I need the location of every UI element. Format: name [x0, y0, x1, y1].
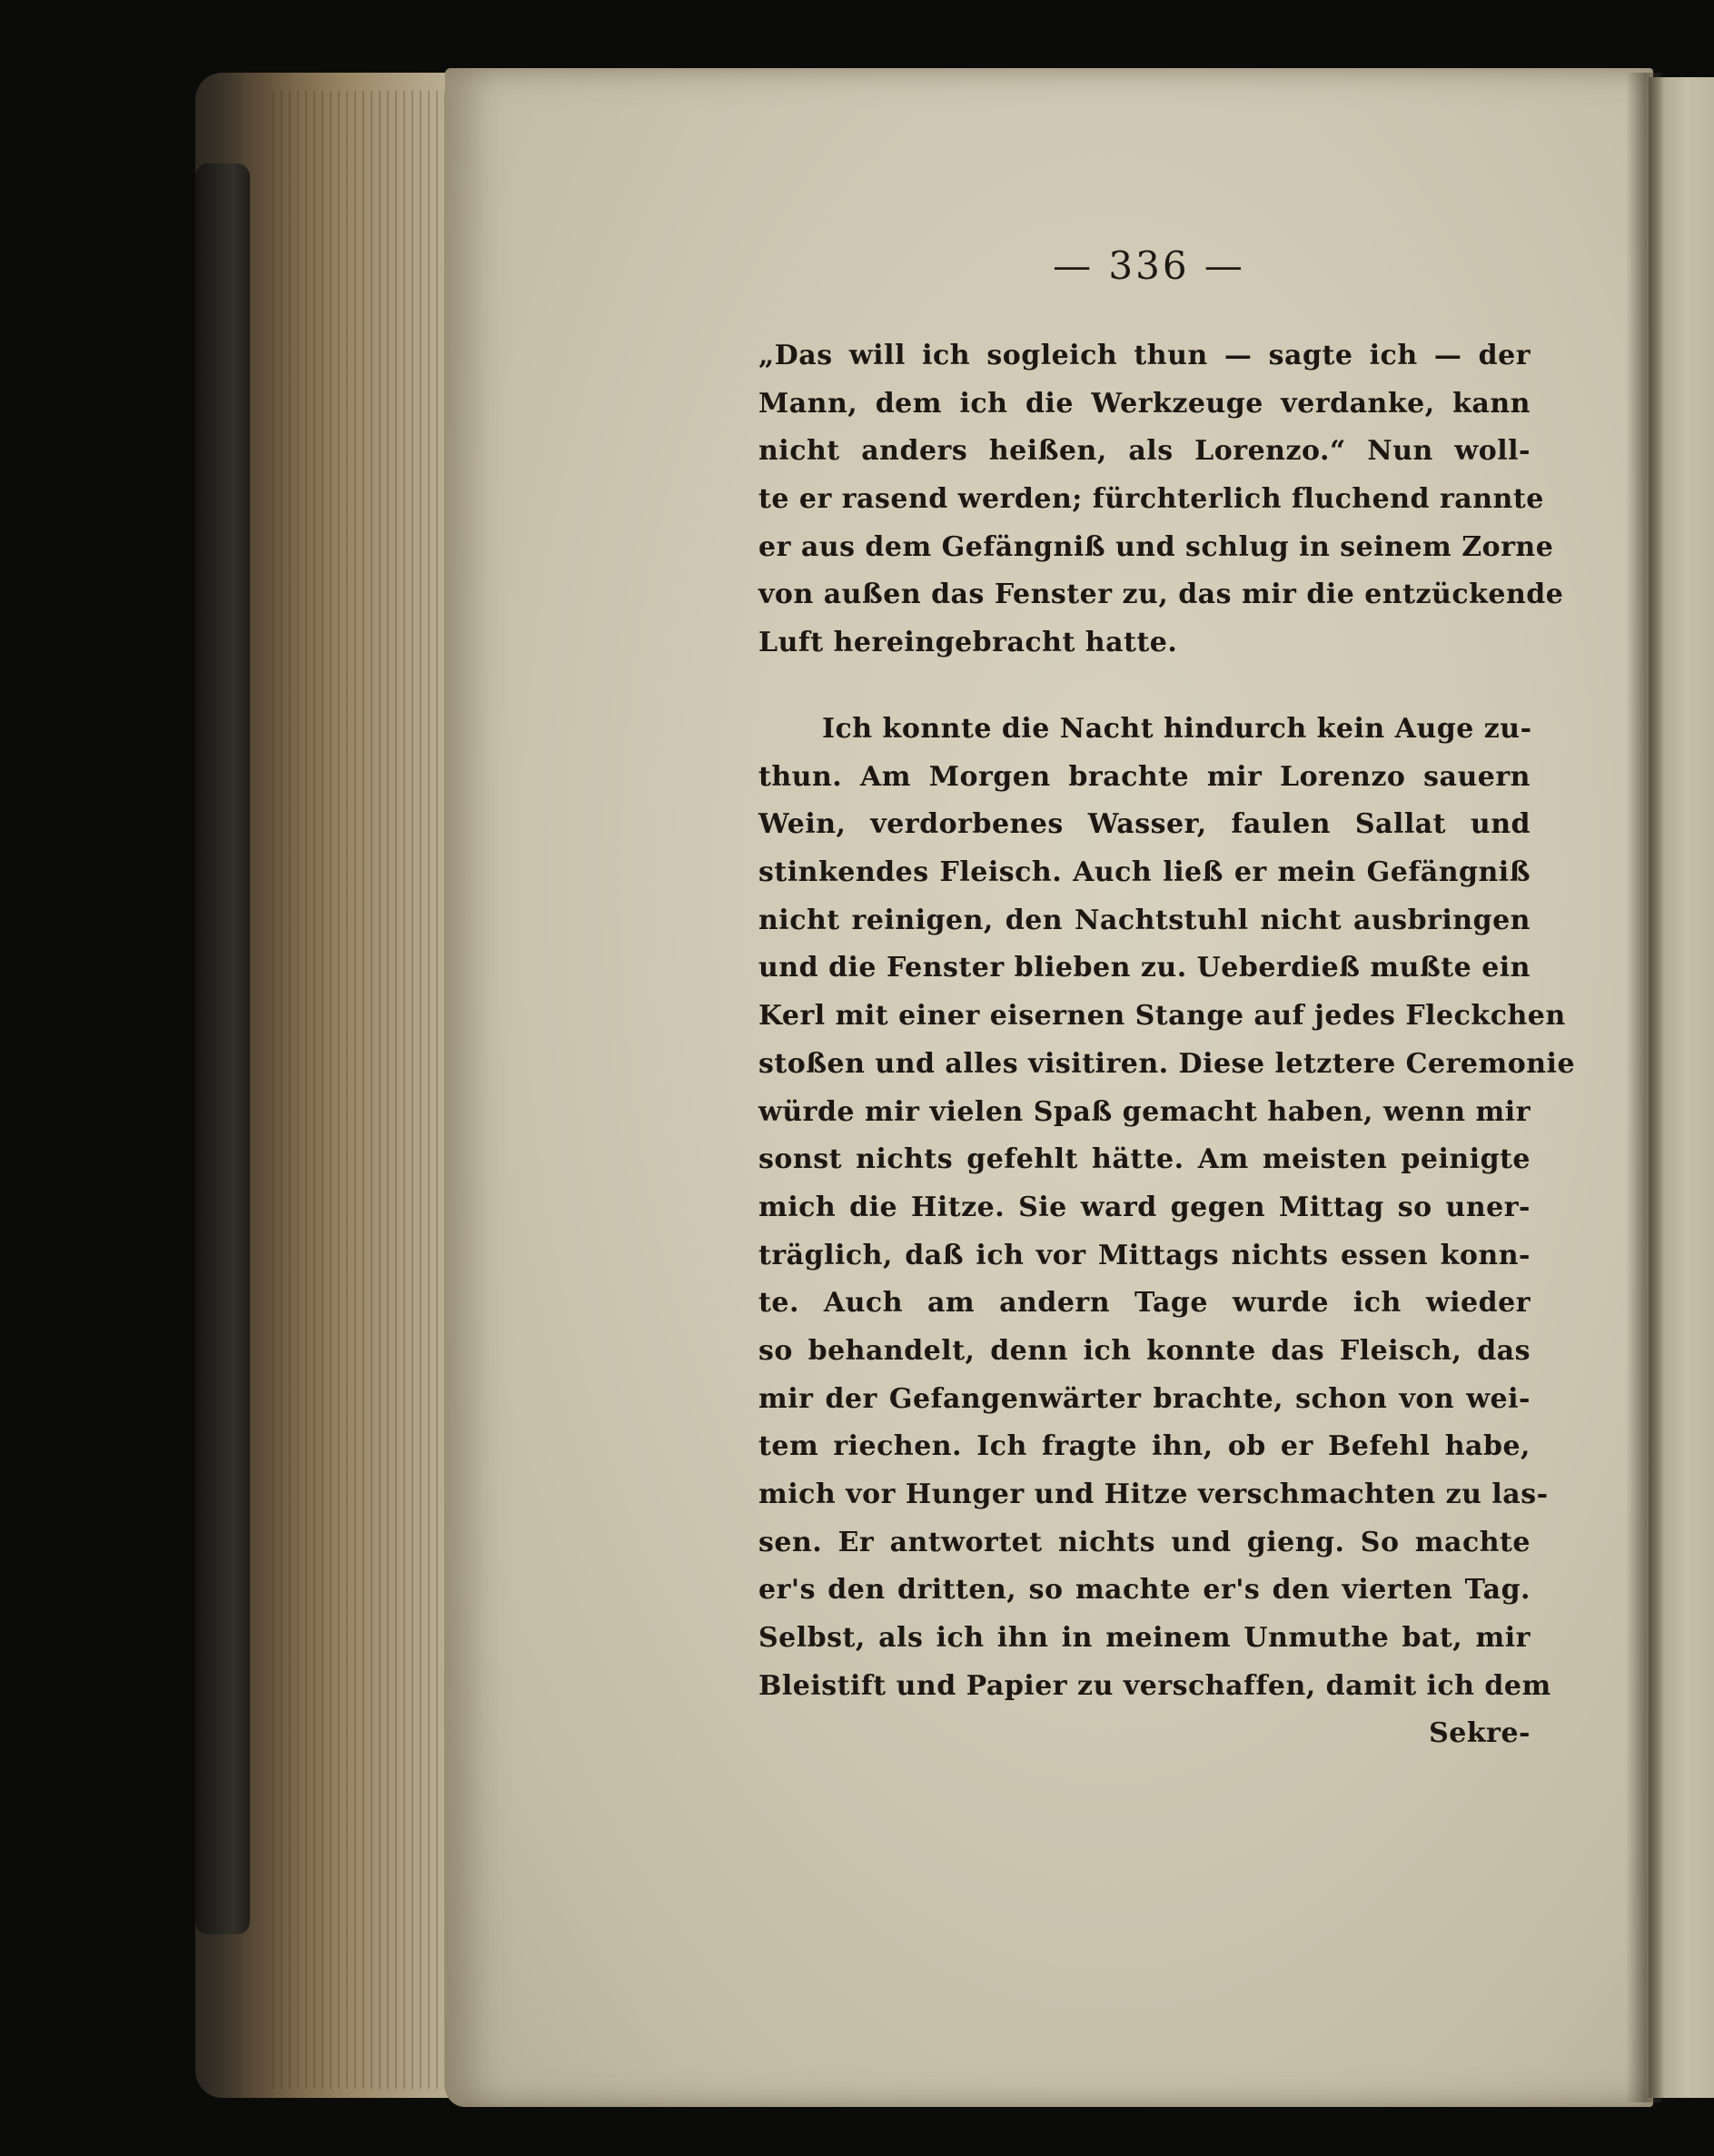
text-line: Bleistift und Papier zu verschaffen, damit ich dem: [758, 1669, 1551, 1702]
text-line: stinkendes Fleisch. Auch ließ er mein Gefängniß: [758, 856, 1531, 889]
text-line: nicht anders heißen, als Lorenzo.“ Nun woll-: [758, 435, 1531, 468]
text-line: sonst nichts gefehlt hätte. Am meisten peinigte: [758, 1143, 1531, 1176]
text-line: Mann, dem ich die Werkzeuge verdanke, kann: [758, 387, 1531, 420]
text-line: Wein, verdorbenes Wasser, faulen Sallat und: [758, 808, 1531, 841]
catchword: Sekre-: [1429, 1717, 1531, 1750]
text-line: mir der Gefangenwärter brachte, schon von wei-: [758, 1382, 1531, 1415]
text-line: stoßen und alles visitiren. Diese letztere Ceremonie: [758, 1047, 1576, 1080]
text-line: Luft hereingebracht hatte.: [758, 627, 1178, 659]
text-line: er's den dritten, so machte er's den vierten Tag.: [758, 1574, 1531, 1607]
text-line: sen. Er antwortet nichts und gieng. So machte: [758, 1526, 1531, 1558]
text-line: so behandelt, denn ich konnte das Fleisch, das: [758, 1334, 1531, 1367]
text-line: nicht reinigen, den Nachtstuhl nicht ausbringen: [758, 904, 1531, 936]
text-line: te. Auch am andern Tage wurde ich wieder: [758, 1287, 1531, 1320]
paragraph-2: [758, 706, 1576, 1758]
text-line: von außen das Fenster zu, das mir die entzückende: [758, 579, 1564, 611]
text-line: Ich konnte die Nacht hindurch kein Auge zu-: [822, 713, 1532, 745]
text-line: Selbst, als ich ihn in meinem Unmuthe bat, mir: [758, 1622, 1531, 1655]
page-number: — 336 —: [1053, 243, 1245, 288]
text-line: würde mir vielen Spaß gemacht haben, wenn mir: [758, 1095, 1531, 1128]
text-line: „Das will ich sogleich thun — sagte ich — der: [758, 340, 1531, 371]
paragraph-1: [758, 332, 1564, 668]
text-line: tem riechen. Ich fragte ihn, ob er Befehl habe,: [758, 1430, 1531, 1463]
text-line: und die Fenster blieben zu. Ueberdieß mußte ein: [758, 952, 1531, 984]
text-line: mich die Hitze. Sie ward gegen Mittag so uner-: [758, 1191, 1531, 1223]
book-spine: [195, 163, 250, 1934]
text-line: träglich, daß ich vor Mittags nichts essen konn-: [758, 1239, 1531, 1271]
page-edge-texture: [272, 91, 463, 2089]
text-line: mich vor Hunger und Hitze verschmachten zu las-: [758, 1479, 1549, 1510]
text-line: er aus dem Gefängniß und schlug in seinem Zorne: [758, 530, 1554, 563]
page-gutter: [1626, 73, 1662, 2102]
text-line: te er rasend werden; fürchterlich fluchend rannte: [758, 483, 1544, 516]
text-line: Kerl mit einer eisernen Stange auf jedes Fleckchen: [758, 1000, 1566, 1033]
text-line: thun. Am Morgen brachte mir Lorenzo sauern: [758, 760, 1531, 793]
